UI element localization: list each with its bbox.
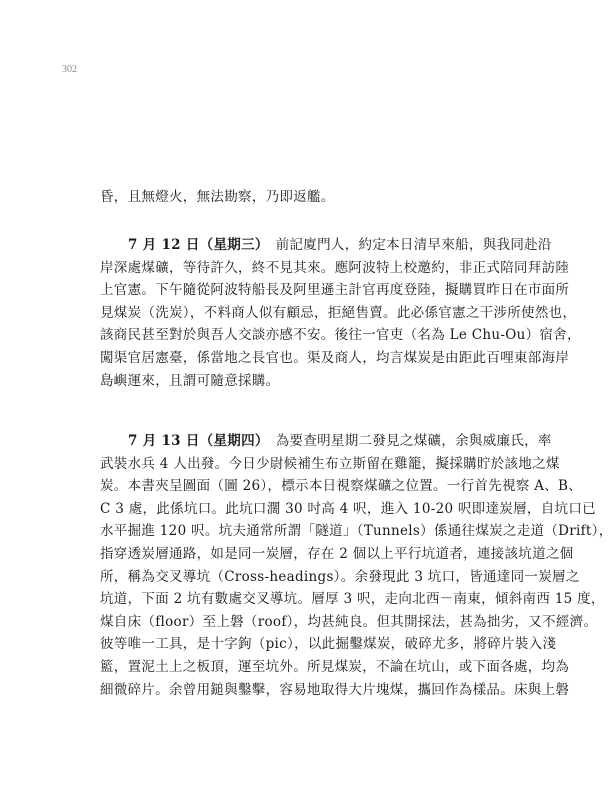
text-line: 為要查明星期二發見之煤礦，余與威廉氏，率 bbox=[261, 433, 552, 449]
text-line: C 3 處，此係坑口。此坑口濶 30 吋高 4 呎，進入 10-20 呎即達炭層，自坑口已 bbox=[100, 500, 596, 517]
text-line: 昏，且無燈火，無法勘察，乃即返艦。 bbox=[100, 189, 335, 205]
page-number: 302 bbox=[62, 64, 77, 75]
entry-date: 7 月 13 日（星期四） bbox=[128, 433, 262, 449]
text-line: 指穿透炭層通路，如是同一炭層，存在 2 個以上平行坑道者，連接該坑道之個 bbox=[100, 545, 574, 562]
text-line-first bbox=[100, 430, 552, 453]
text-line: 煤自床（floor）至上磐（roof），均甚純良。但其開採法，甚為拙劣，又不經濟。 bbox=[100, 613, 598, 630]
text-line-first bbox=[100, 234, 552, 257]
text-line: 武裝水兵 4 人出發。今日少尉候補生布立斯留在雞籠，擬採購貯於該地之煤 bbox=[100, 455, 560, 472]
text-line: 彼等唯一工具，是十字鉤（pic），以此掘鑿煤炭，破碎尤多，將碎片裝入淺 bbox=[100, 636, 557, 653]
text-line: 闖渠官居憲臺，係當地之長官也。渠及商人，均言煤炭是由距此百哩東部海岸 bbox=[100, 349, 570, 366]
text-line: 所，稱為交叉導坑（Cross-headings）。余發現此 3 坑口，皆通達同一炭層之 bbox=[100, 568, 580, 585]
text-line: 細微碎片。余曾用鎚與鑿擊，容易地取得大片塊煤，攜回作為樣品。床與上磐 bbox=[100, 681, 570, 698]
paragraph-july-12 bbox=[100, 234, 581, 392]
text-line: 見煤炭（洗炭），不料商人似有顧忌，拒絕售賣。此必係官憲之干涉所使然也， bbox=[100, 304, 577, 321]
paragraph-continuation bbox=[100, 186, 500, 209]
text-line: 該商民甚至對於與吾人交談亦感不安。後往一官吏（名為 Le Chu-Ou）宿舍， bbox=[100, 327, 581, 344]
paragraph-july-13 bbox=[100, 430, 613, 701]
text-line: 水平掘進 120 呎。坑夫通常所謂「隧道」（Tunnels）係通往煤炭之走道（Drift）， bbox=[100, 523, 613, 540]
text-line: 炭。本書夾呈圖面（圖 26），標示本日視察煤礦之位置。一行首先視察 A、B、 bbox=[100, 478, 583, 495]
text-line: 籃，置泥土上之板頂，運至坑外。所見煤炭，不論在坑山，或下面各處，均為 bbox=[100, 658, 570, 675]
text-line: 上官憲。下午隨從阿波特船長及阿里遜主計官再度登陸，擬購買昨日在市面所 bbox=[100, 282, 570, 299]
text-line: 岸深處煤礦，等待許久，終不見其來。應阿波特上校邀約，非正式陪同拜訪陸 bbox=[100, 259, 570, 276]
text-line: 坑道，下面 2 坑有數處交叉導坑。層厚 3 呎，走向北西－南東，傾斜南西 15 度， bbox=[100, 591, 605, 608]
text-line: 島嶼運來，且謂可隨意採購。 bbox=[100, 372, 280, 389]
entry-date: 7 月 12 日（星期三） bbox=[128, 237, 262, 253]
text-line: 前記廈門人，約定本日清早來船，與我同赴沿 bbox=[261, 237, 552, 253]
